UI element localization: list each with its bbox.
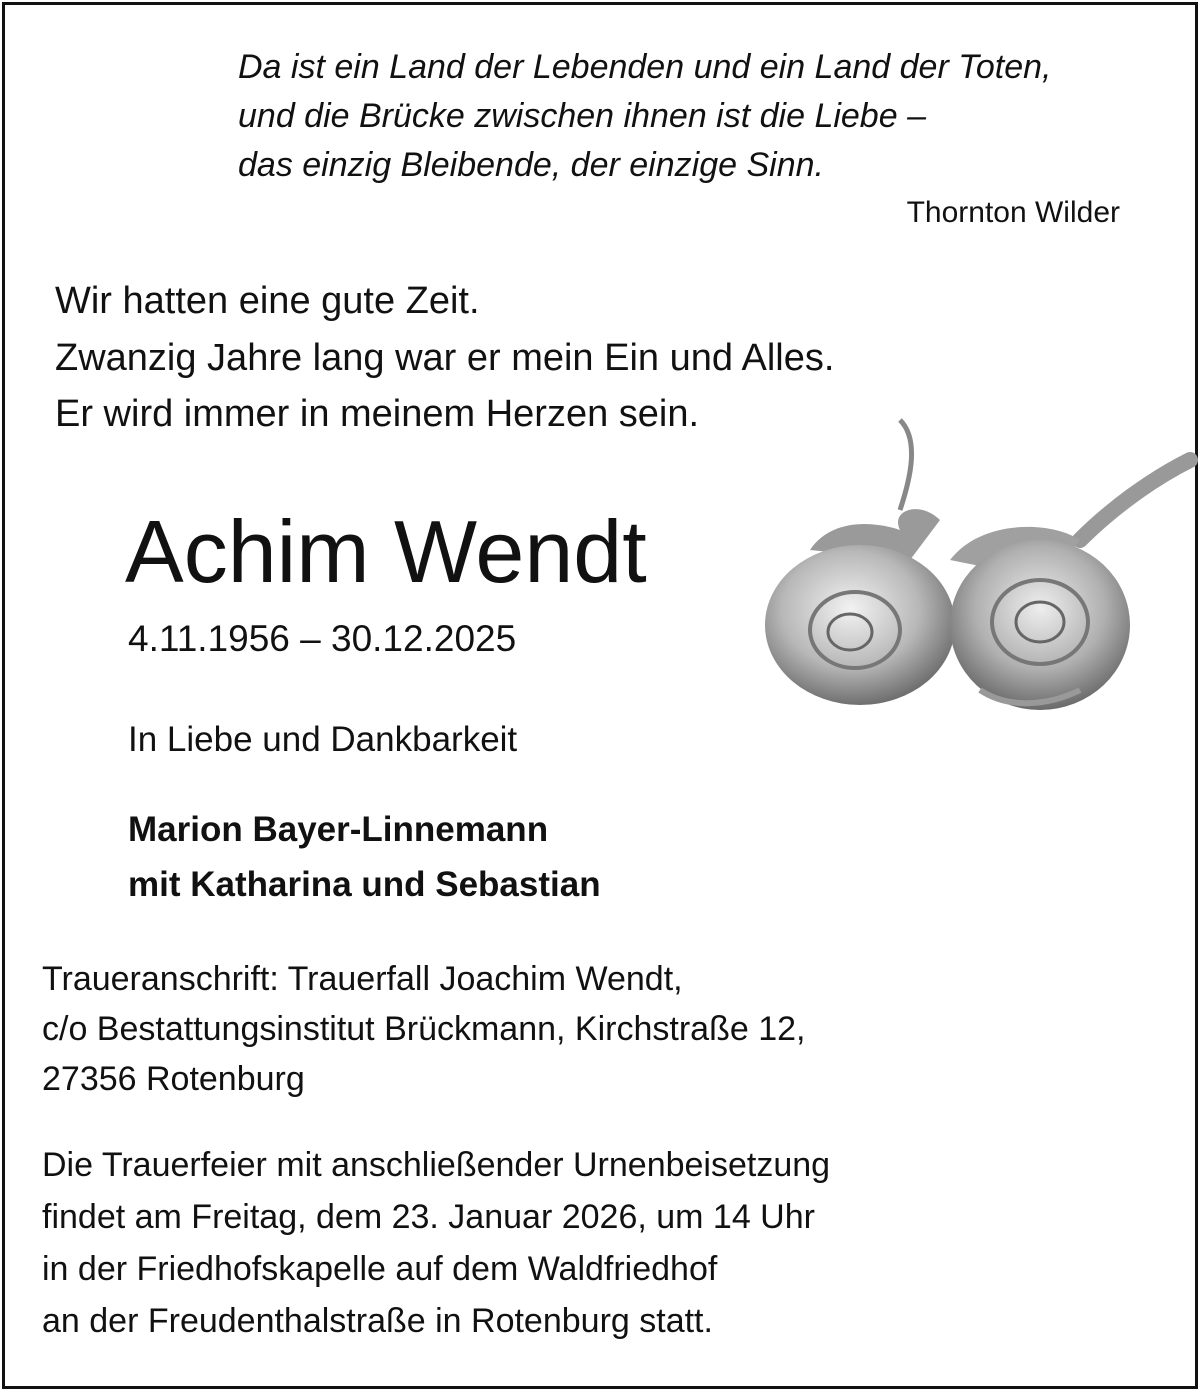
ceremony-line: Die Trauerfeier mit anschließender Urnenbeisetzung — [42, 1146, 831, 1184]
life-dates: 4.11.1956 – 30.12.2025 — [128, 618, 517, 659]
closing-phrase: In Liebe und Dankbarkeit — [128, 720, 518, 759]
intro-line: Er wird immer in meinem Herzen sein. — [55, 393, 700, 435]
quote-author: Thornton Wilder — [906, 196, 1120, 229]
intro-line: Wir hatten eine gute Zeit. — [55, 280, 480, 322]
quote-line: Da ist ein Land der Lebenden und ein Land der Toten, — [238, 48, 1052, 86]
ceremony-line: an der Freudenthalstraße in Rotenburg statt. — [42, 1302, 713, 1340]
ceremony-line: findet am Freitag, dem 23. Januar 2026, um 14 Uhr — [42, 1198, 815, 1236]
address-line: Traueranschrift: Trauerfall Joachim Wendt, — [42, 960, 683, 998]
mourner-line: mit Katharina und Sebastian — [128, 865, 601, 904]
ceremony-line: in der Friedhofskapelle auf dem Waldfriedhof — [42, 1250, 718, 1288]
intro-line: Zwanzig Jahre lang war er mein Ein und Alles. — [55, 337, 835, 379]
mourner-line: Marion Bayer-Linnemann — [128, 810, 549, 849]
quote-line: und die Brücke zwischen ihnen ist die Liebe – — [238, 97, 926, 135]
quote-line: das einzig Bleibende, der einzige Sinn. — [238, 146, 824, 184]
address-line: c/o Bestattungsinstitut Brückmann, Kirchstraße 12, — [42, 1010, 806, 1048]
deceased-name: Achim Wendt — [125, 502, 647, 601]
roses-image — [750, 400, 1200, 720]
address-line: 27356 Rotenburg — [42, 1060, 305, 1098]
